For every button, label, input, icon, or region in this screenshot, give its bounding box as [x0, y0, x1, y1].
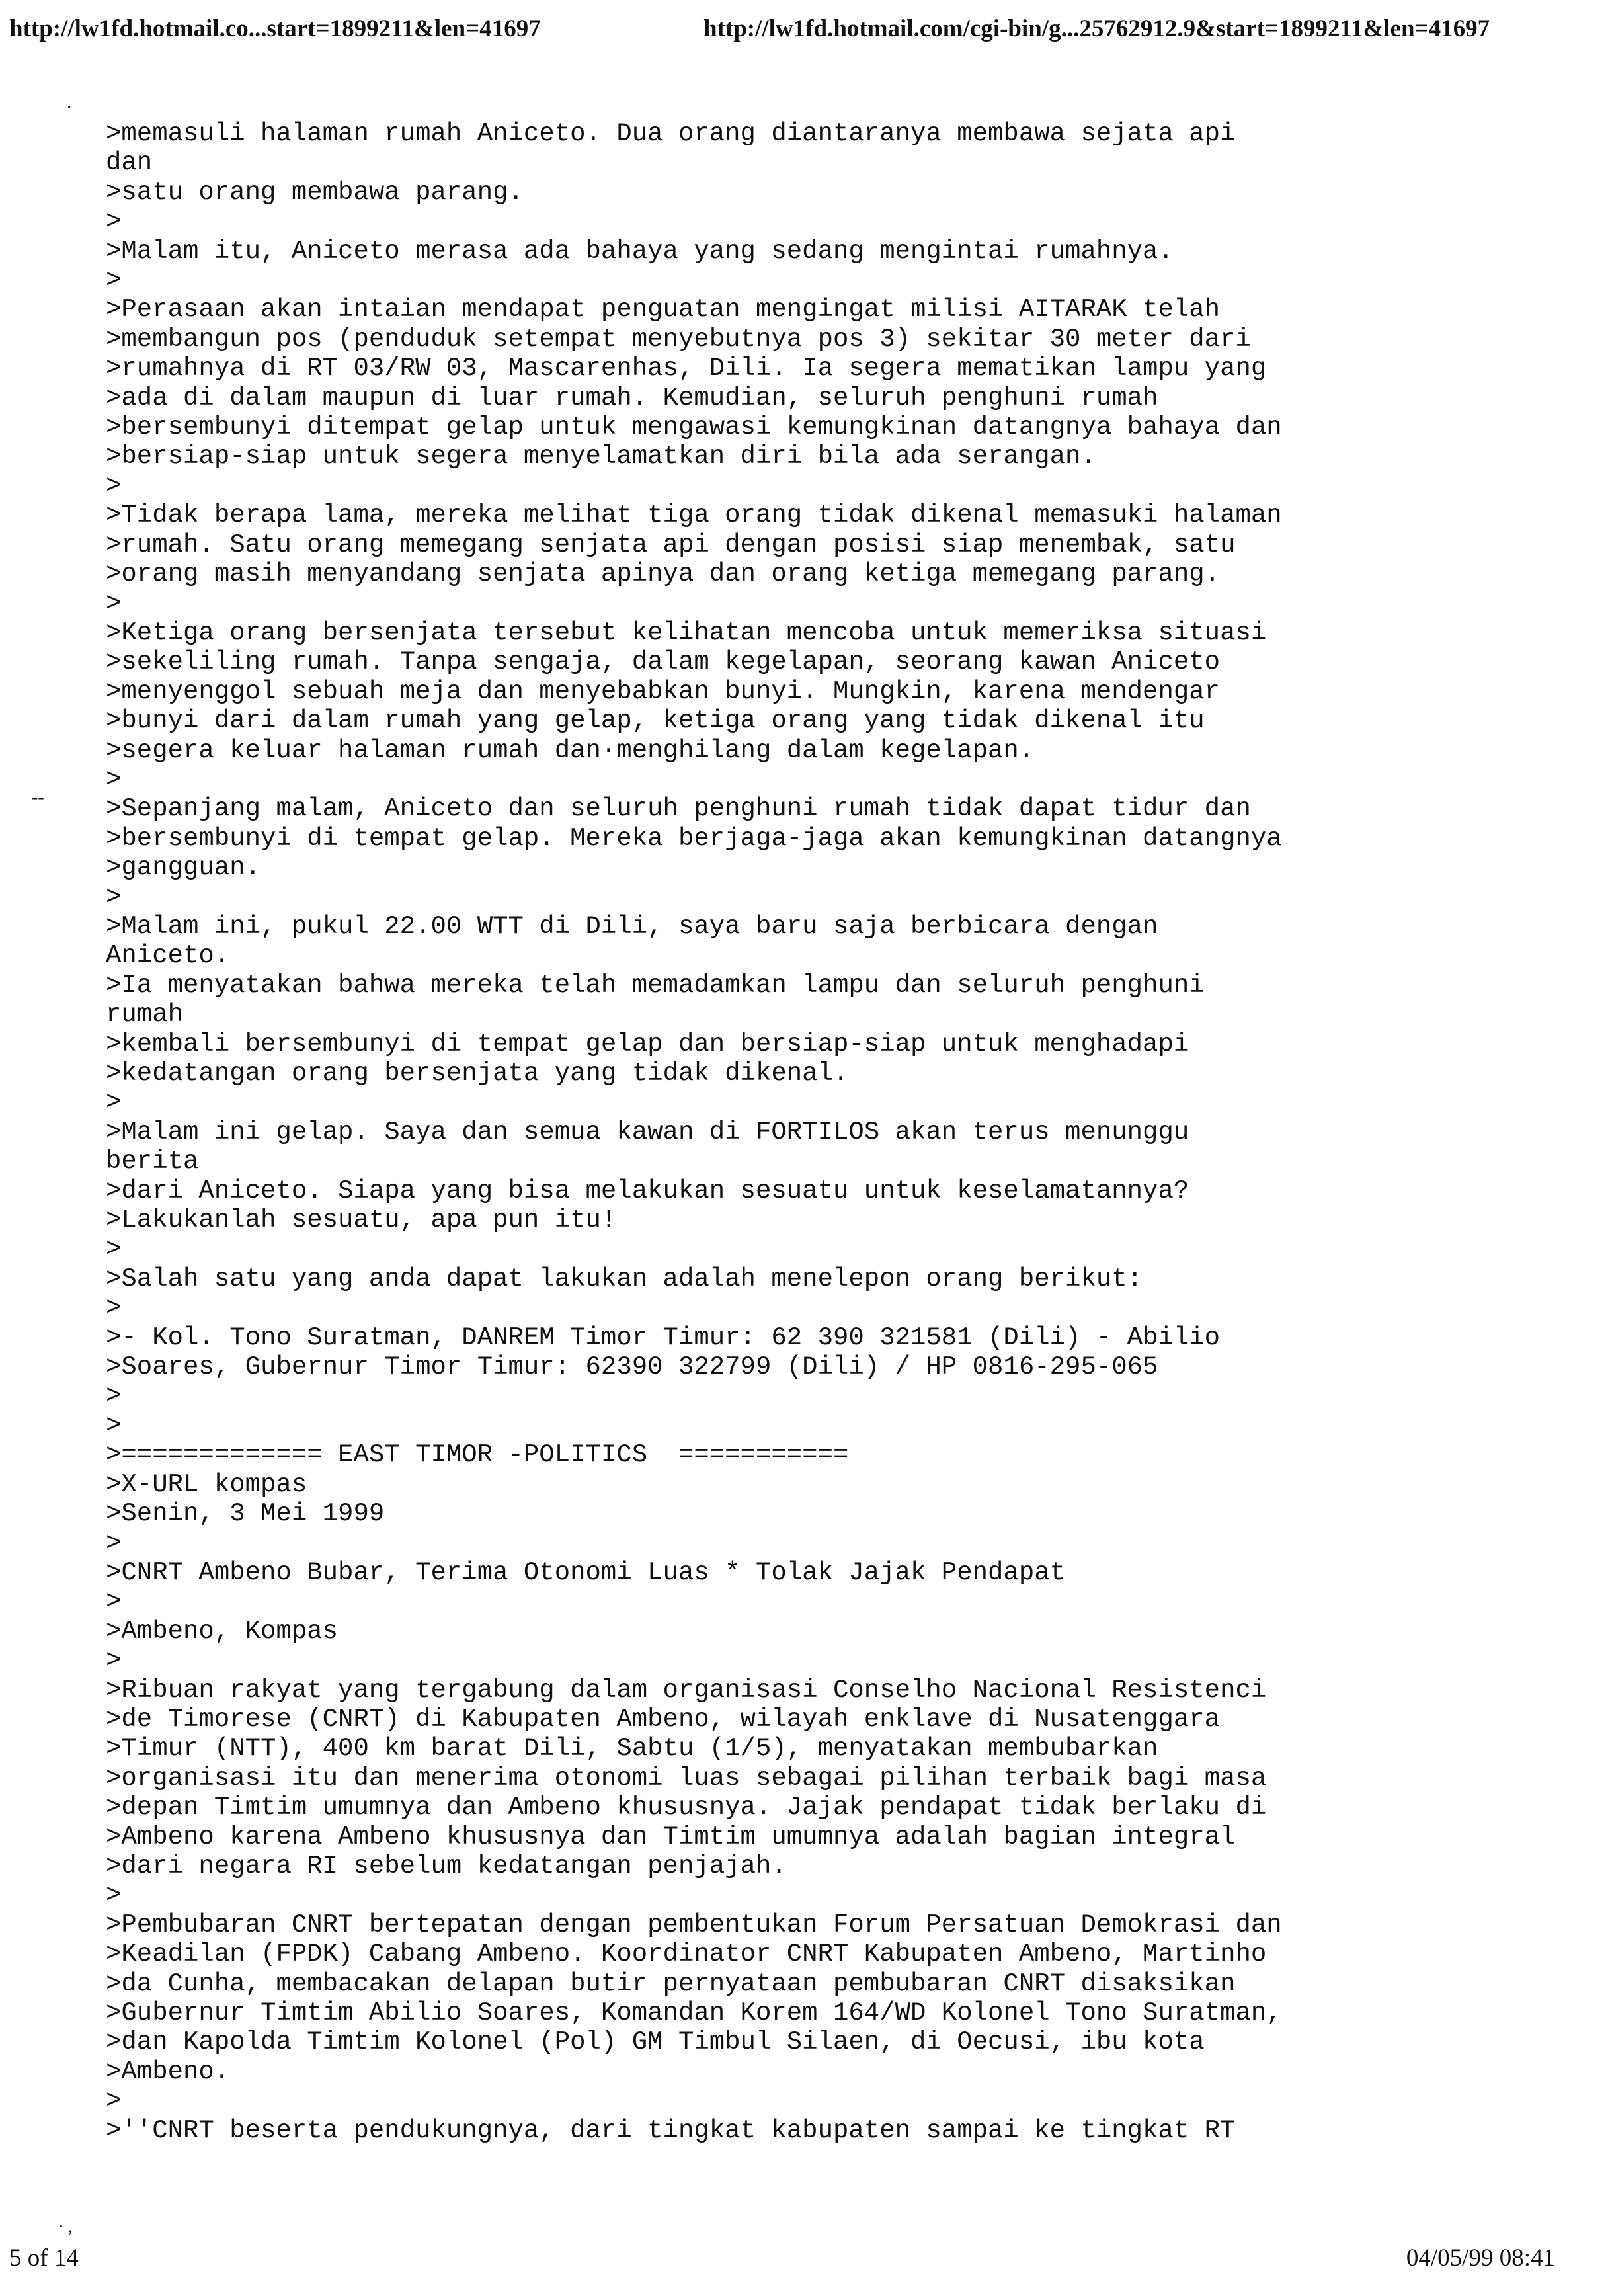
body-line: berita — [106, 1147, 199, 1176]
body-line: >Ambeno. — [106, 2057, 230, 2086]
scan-mark: -- — [32, 787, 44, 807]
email-body — [106, 119, 1593, 2145]
body-line: >Ribuan rakyat yang tergabung dalam organisasi Conselho Nacional Resistenci — [106, 1675, 1267, 1705]
header-right-url: http://lw1fd.hotmail.com/cgi-bin/g...25762912.9&start=1899211&len=41697 — [704, 15, 1490, 42]
scan-mark: · , — [58, 2217, 73, 2236]
body-line: >Senin, 3 Mei 1999 — [106, 1499, 385, 1529]
body-line: >satu orang membawa parang. — [106, 177, 524, 207]
body-line: >Tidak berapa lama, mereka melihat tiga orang tidak dikenal memasuki halaman — [106, 501, 1282, 530]
body-line: >da Cunha, membacakan delapan butir pernyataan pembubaran CNRT disaksikan — [106, 1969, 1236, 1998]
body-line: >CNRT Ambeno Bubar, Terima Otonomi Luas * Tolak Jajak Pendapat — [106, 1557, 1066, 1587]
body-line: >Ambeno karena Ambeno khususnya dan Timtim umumnya adalah bagian integral — [106, 1822, 1236, 1852]
body-line: >============= EAST TIMOR -POLITICS =========== — [106, 1440, 849, 1470]
body-line: >dari Aniceto. Siapa yang bisa melakukan sesuatu untuk keselamatannya? — [106, 1176, 1189, 1206]
body-line: > — [106, 1646, 122, 1676]
body-line: >kedatangan orang bersenjata yang tidak dikenal. — [106, 1059, 849, 1088]
body-line: > — [106, 1881, 122, 1910]
body-line: >X-URL kompas — [106, 1469, 307, 1499]
body-line: >sekeliling rumah. Tanpa sengaja, dalam kegelapan, seorang kawan Aniceto — [106, 647, 1221, 677]
body-line: >organisasi itu dan menerima otonomi luas sebagai pilihan terbaik bagi masa — [106, 1763, 1267, 1793]
body-line: >Salah satu yang anda dapat lakukan adalah menelepon orang berikut: — [106, 1264, 1143, 1293]
body-line: >Keadilan (FPDK) Cabang Ambeno. Koordinator CNRT Kabupaten Ambeno, Martinho — [106, 1940, 1267, 1969]
body-line: >Soares, Gubernur Timor Timur: 62390 322799 (Dili) / HP 0816-295-065 — [106, 1352, 1158, 1382]
body-line: >Ketiga orang bersenjata tersebut kelihatan mencoba untuk memeriksa situasi — [106, 618, 1267, 647]
body-line: >Timur (NTT), 400 km barat Dili, Sabtu (1/5), menyatakan membubarkan — [106, 1734, 1158, 1764]
print-datetime: 04/05/99 08:41 — [1406, 2244, 1555, 2272]
body-line: >Sepanjang malam, Aniceto dan seluruh penghuni rumah tidak dapat tidur dan — [106, 794, 1251, 824]
body-line: > — [106, 266, 122, 296]
body-line: > — [106, 2086, 122, 2116]
body-line: >ada di dalam maupun di luar rumah. Kemudian, seluruh penghuni rumah — [106, 383, 1158, 413]
body-line: >rumahnya di RT 03/RW 03, Mascarenhas, Dili. Ia segera mematikan lampu yang — [106, 354, 1267, 384]
body-line: >- Kol. Tono Suratman, DANREM Timor Timur: 62 390 321581 (Dili) - Abilio — [106, 1323, 1221, 1352]
body-line: >Malam ini gelap. Saya dan semua kawan di FORTILOS akan terus menunggu — [106, 1117, 1189, 1147]
body-line: dan — [106, 148, 153, 178]
body-line: > — [106, 1411, 122, 1440]
body-line: >Pembubaran CNRT bertepatan dengan pembentukan Forum Persatuan Demokrasi dan — [106, 1910, 1282, 1940]
body-line: > — [106, 1088, 122, 1118]
body-line: > — [106, 764, 122, 794]
body-line: > — [106, 1293, 122, 1323]
body-line: >Ambeno, Kompas — [106, 1616, 339, 1646]
body-line: > — [106, 1381, 122, 1411]
body-line: > — [106, 471, 122, 501]
body-line: >kembali bersembunyi di tempat gelap dan bersiap-siap untuk menghadapi — [106, 1029, 1189, 1059]
body-line: Aniceto. — [106, 941, 230, 971]
body-line: >bunyi dari dalam rumah yang gelap, ketiga orang yang tidak dikenal itu — [106, 706, 1205, 736]
body-line: >Lakukanlah sesuatu, apa pun itu! — [106, 1206, 617, 1235]
body-line: > — [106, 1587, 122, 1617]
body-line: >''CNRT beserta pendukungnya, dari tingkat kabupaten sampai ke tingkat RT — [106, 2115, 1236, 2145]
body-line: > — [106, 1528, 122, 1558]
body-line: >orang masih menyandang senjata apinya dan orang ketiga memegang parang. — [106, 559, 1221, 589]
body-line: >de Timorese (CNRT) di Kabupaten Ambeno, wilayah enklave di Nusatenggara — [106, 1704, 1221, 1734]
body-line: >Ia menyatakan bahwa mereka telah memadamkan lampu dan seluruh penghuni — [106, 970, 1205, 1000]
body-line: >membangun pos (penduduk setempat menyebutnya pos 3) sekitar 30 meter dari — [106, 324, 1251, 354]
header-left-url: http://lw1fd.hotmail.co...start=1899211&len=41697 — [9, 15, 541, 42]
page-indicator: 5 of 14 — [9, 2244, 79, 2272]
body-line: >Perasaan akan intaian mendapat penguatan mengingat milisi AITARAK telah — [106, 295, 1221, 325]
body-line: >bersembunyi ditempat gelap untuk mengawasi kemungkinan datangnya bahaya dan — [106, 413, 1282, 442]
body-line: >rumah. Satu orang memegang senjata api dengan posisi siap menembak, satu — [106, 530, 1236, 559]
body-line: >Malam itu, Aniceto merasa ada bahaya yang sedang mengintai rumahnya. — [106, 236, 1174, 266]
body-line: >Malam ini, pukul 22.00 WTT di Dili, saya baru saja berbicara dengan — [106, 911, 1158, 941]
body-line: >dan Kapolda Timtim Kolonel (Pol) GM Timbul Silaen, di Oecusi, ibu kota — [106, 2028, 1205, 2057]
body-line: >dari negara RI sebelum kedatangan penjajah. — [106, 1851, 787, 1881]
body-line: >memasuli halaman rumah Aniceto. Dua orang diantaranya membawa sejata api — [106, 119, 1236, 148]
body-line: >Gubernur Timtim Abilio Soares, Komandan Korem 164/WD Kolonel Tono Suratman, — [106, 1998, 1282, 2028]
body-line: > — [106, 589, 122, 618]
body-line: >menyenggol sebuah meja dan menyebabkan bunyi. Mungkin, karena mendengar — [106, 676, 1221, 706]
body-line: > — [106, 207, 122, 237]
body-line: >bersembunyi di tempat gelap. Mereka berjaga-jaga akan kemungkinan datangnya — [106, 823, 1282, 853]
body-line: >depan Timtim umumnya dan Ambeno khususnya. Jajak pendapat tidak berlaku di — [106, 1793, 1267, 1823]
body-line: >segera keluar halaman rumah dan·menghilang dalam kegelapan. — [106, 735, 1035, 765]
body-line: >bersiap-siap untuk segera menyelamatkan diri bila ada serangan. — [106, 442, 1096, 472]
scan-mark: · — [66, 98, 73, 118]
body-line: > — [106, 1235, 122, 1264]
body-line: > — [106, 882, 122, 912]
body-line: >gangguan. — [106, 853, 261, 883]
body-line: rumah — [106, 1000, 184, 1030]
